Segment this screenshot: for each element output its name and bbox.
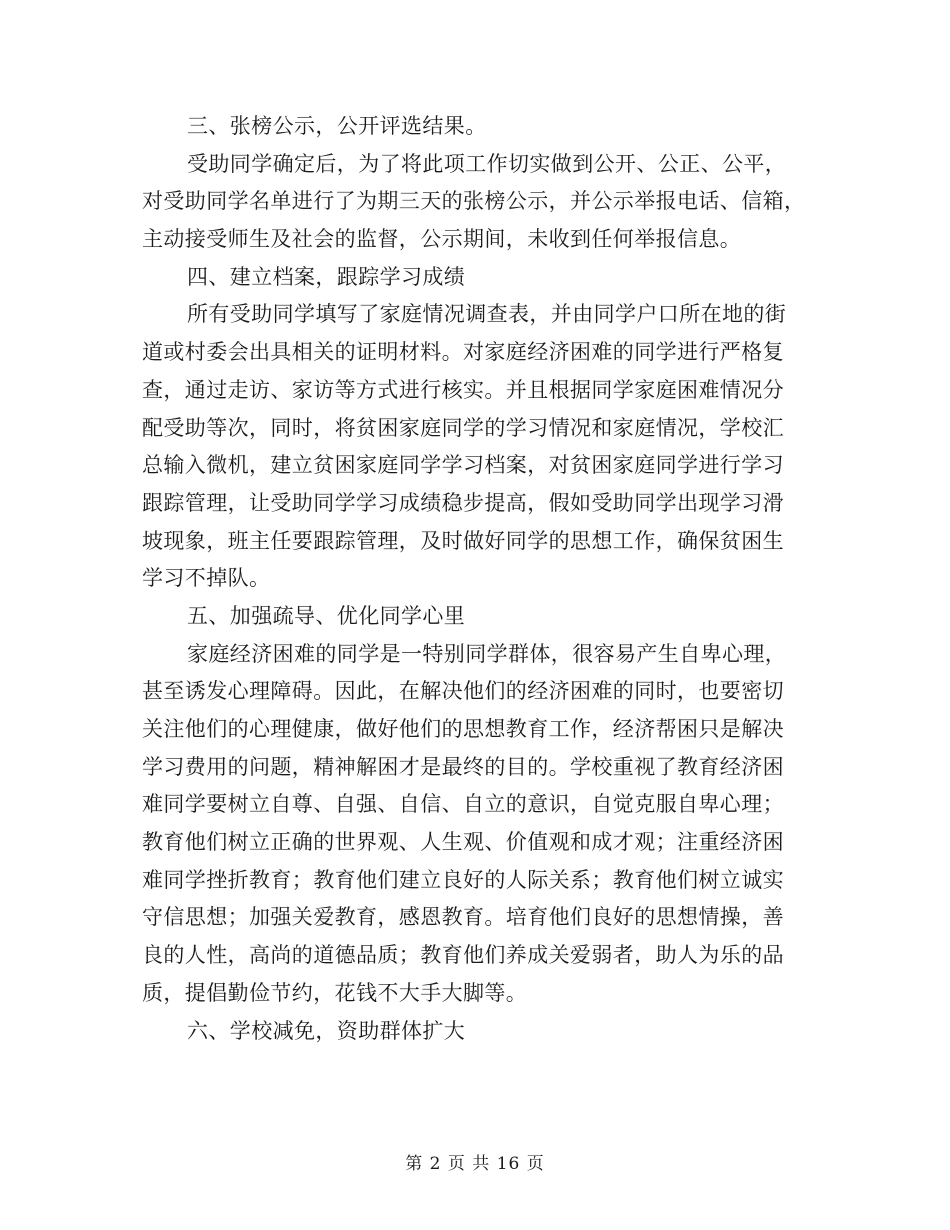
text-line: 六、学校减免，资助群体扩大 bbox=[187, 1018, 466, 1043]
text-line: 主动接受师生及社会的监督，公示期间，未收到任何举报信息。 bbox=[142, 227, 742, 252]
text-line: 四、建立档案，跟踪学习成绩 bbox=[187, 264, 466, 289]
text-line: 关注他们的心理健康，做好他们的思想教育工作，经济帮困只是解决 bbox=[142, 717, 784, 741]
text-line: 道或村委会出具相关的证明材料。对家庭经济困难的同学进行严格复 bbox=[142, 340, 784, 365]
text-line: 五、加强疏导、优化同学心里 bbox=[187, 603, 466, 628]
text-line: 质，提倡勤俭节约，花钱不大手大脚等。 bbox=[142, 980, 528, 1005]
text-line: 学习费用的问题，精神解困才是最终的目的。学校重视了教育经济困 bbox=[142, 754, 784, 779]
text-line: 总输入微机，建立贫困家庭同学学习档案，对贫困家庭同学进行学习 bbox=[142, 453, 784, 478]
text-line: 家庭经济困难的同学是一特别同学群体，很容易产生自卑心理， bbox=[187, 641, 787, 666]
text-line: 所有受助同学填写了家庭情况调查表，并由同学户口所在地的街 bbox=[187, 302, 787, 327]
text-line: 教育他们树立正确的世界观、人生观、价值观和成才观；注重经济困 bbox=[142, 830, 784, 855]
text-line: 查，通过走访、家访等方式进行核实。并且根据同学家庭困难情况分 bbox=[142, 377, 784, 402]
text-line: 三、张榜公示，公开评选结果。 bbox=[187, 114, 487, 138]
text-line: 守信思想；加强关爱教育，感恩教育。培育他们良好的思想情操，善 bbox=[142, 905, 784, 930]
text-line: 配受助等次，同时，将贫困家庭同学的学习情况和家庭情况，学校汇 bbox=[142, 415, 784, 440]
text-line: 坡现象，班主任要跟踪管理，及时做好同学的思想工作，确保贫困生 bbox=[142, 528, 784, 553]
text-line: 对受助同学名单进行了为期三天的张榜公示，并公示举报电话、信箱， bbox=[142, 189, 806, 214]
text-line: 难同学要树立自尊、自强、自信、自立的意识，自觉克服自卑心理； bbox=[142, 792, 784, 817]
page-footer: 第 2 页 共 16 页 bbox=[405, 1154, 545, 1174]
text-line: 难同学挫折教育；教育他们建立良好的人际关系；教育他们树立诚实 bbox=[142, 867, 784, 892]
text-line: 良的人性，高尚的道德品质；教育他们养成关爱弱者，助人为乐的品 bbox=[142, 943, 784, 968]
document-body bbox=[142, 108, 808, 1050]
text-line: 受助同学确定后，为了将此项工作切实做到公开、公正、公平， bbox=[187, 151, 787, 176]
text-line: 跟踪管理，让受助同学学习成绩稳步提高，假如受助同学出现学习滑 bbox=[142, 490, 784, 515]
text-line: 甚至诱发心理障碍。因此，在解决他们的经济困难的同时，也要密切 bbox=[142, 679, 784, 704]
text-line: 学习不掉队。 bbox=[142, 566, 271, 591]
